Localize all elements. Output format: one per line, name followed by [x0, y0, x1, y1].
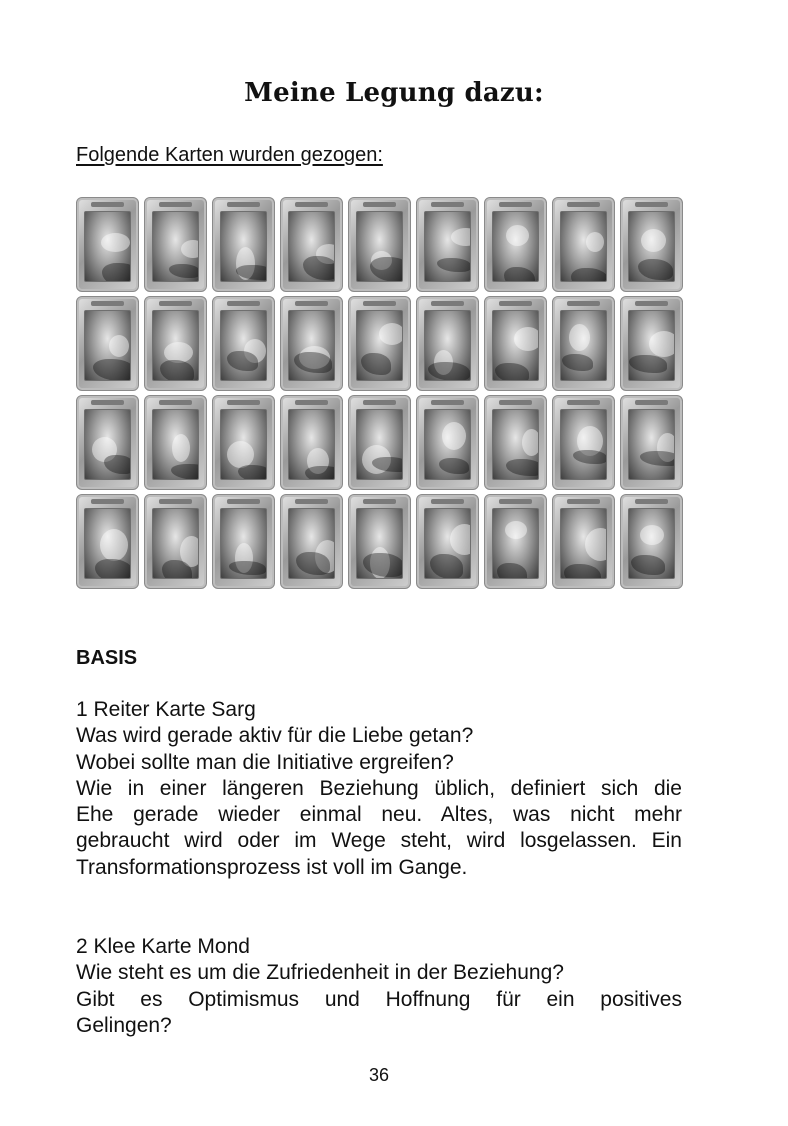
entry-1-line-2: Wobei sollte man die Initiative ergreifen? — [76, 750, 454, 774]
card-illustration — [424, 508, 471, 579]
card-image — [348, 197, 411, 292]
card-illustration — [220, 508, 267, 579]
entry-2 — [76, 934, 682, 1039]
entry-1-line-3: Wie in einer längeren Beziehung üblich, definiert sich die — [76, 776, 682, 800]
card-illustration — [220, 310, 267, 381]
card-title-strip — [567, 400, 600, 405]
page-title: Meine Legung dazu: — [244, 78, 544, 108]
card-image — [280, 494, 343, 589]
card-image — [212, 296, 275, 391]
card-image — [212, 197, 275, 292]
card-image — [144, 395, 207, 490]
card-image — [280, 197, 343, 292]
card-image — [620, 395, 683, 490]
card-title-strip — [91, 301, 124, 306]
card-title-strip — [91, 202, 124, 207]
card-illustration — [152, 508, 199, 579]
entry-1 — [76, 697, 682, 881]
entry-1-line-6: Transformationsprozess ist voll im Gange. — [76, 855, 468, 879]
card-illustration — [152, 310, 199, 381]
entry-1-line-5: gebraucht wird oder im Wege steht, wird losgelassen. Ein — [76, 829, 682, 853]
card-illustration — [84, 409, 131, 480]
card-illustration — [628, 409, 675, 480]
card-title-strip — [159, 301, 192, 306]
card-title-strip — [635, 202, 668, 207]
card-title-strip — [227, 499, 260, 504]
card-title-strip — [159, 202, 192, 207]
section-heading: BASIS — [76, 647, 138, 669]
card-illustration — [356, 310, 403, 381]
card-title-strip — [227, 202, 260, 207]
card-title-strip — [635, 400, 668, 405]
card-image — [416, 494, 479, 589]
card-illustration — [560, 409, 607, 480]
entry-1-heading: 1 Reiter Karte Sarg — [76, 698, 256, 721]
card-illustration — [84, 310, 131, 381]
card-grid — [76, 197, 686, 589]
entry-2-line-1: Wie steht es um die Zufriedenheit in der Beziehung? — [76, 961, 564, 985]
card-illustration — [220, 211, 267, 282]
card-image — [280, 395, 343, 490]
card-illustration — [560, 310, 607, 381]
card-title-strip — [227, 301, 260, 306]
card-image — [552, 197, 615, 292]
card-illustration — [560, 508, 607, 579]
card-image — [280, 296, 343, 391]
page-number: 36 — [368, 1065, 390, 1085]
entry-2-heading: 2 Klee Karte Mond — [76, 935, 250, 958]
card-title-strip — [295, 499, 328, 504]
card-image — [484, 197, 547, 292]
card-illustration — [84, 508, 131, 579]
card-image — [348, 296, 411, 391]
card-image — [76, 197, 139, 292]
card-image — [552, 395, 615, 490]
card-image — [620, 296, 683, 391]
cards-caption: Folgende Karten wurden gezogen: — [76, 144, 383, 166]
card-illustration — [628, 508, 675, 579]
card-title-strip — [363, 202, 396, 207]
card-title-strip — [159, 499, 192, 504]
card-illustration — [152, 211, 199, 282]
card-title-strip — [635, 499, 668, 504]
card-title-strip — [91, 400, 124, 405]
card-image — [620, 197, 683, 292]
card-illustration — [288, 310, 335, 381]
card-title-strip — [431, 301, 464, 306]
card-title-strip — [499, 400, 532, 405]
card-illustration — [492, 409, 539, 480]
card-title-strip — [363, 400, 396, 405]
card-illustration — [492, 211, 539, 282]
card-image — [348, 395, 411, 490]
card-image — [76, 494, 139, 589]
card-image — [212, 494, 275, 589]
card-title-strip — [499, 499, 532, 504]
card-title-strip — [431, 400, 464, 405]
card-title-strip — [567, 499, 600, 504]
card-illustration — [560, 211, 607, 282]
card-illustration — [492, 508, 539, 579]
card-image — [144, 494, 207, 589]
card-illustration — [356, 211, 403, 282]
card-image — [76, 296, 139, 391]
card-title-strip — [431, 499, 464, 504]
card-title-strip — [295, 301, 328, 306]
card-title-strip — [159, 400, 192, 405]
card-illustration — [288, 211, 335, 282]
card-illustration — [492, 310, 539, 381]
card-title-strip — [295, 202, 328, 207]
card-title-strip — [499, 301, 532, 306]
card-image — [416, 197, 479, 292]
card-image — [76, 395, 139, 490]
card-image — [552, 296, 615, 391]
card-illustration — [424, 211, 471, 282]
card-illustration — [628, 211, 675, 282]
card-illustration — [220, 409, 267, 480]
card-title-strip — [567, 202, 600, 207]
card-image — [144, 296, 207, 391]
card-illustration — [356, 409, 403, 480]
card-image — [484, 395, 547, 490]
card-image — [484, 296, 547, 391]
card-image — [484, 494, 547, 589]
card-image — [212, 395, 275, 490]
card-title-strip — [363, 301, 396, 306]
card-title-strip — [431, 202, 464, 207]
card-image — [620, 494, 683, 589]
card-illustration — [356, 508, 403, 579]
card-title-strip — [227, 400, 260, 405]
card-image — [552, 494, 615, 589]
card-image — [416, 296, 479, 391]
card-title-strip — [91, 499, 124, 504]
card-title-strip — [635, 301, 668, 306]
card-illustration — [288, 409, 335, 480]
card-illustration — [628, 310, 675, 381]
entry-1-line-1: Was wird gerade aktiv für die Liebe getan? — [76, 724, 474, 748]
card-illustration — [152, 409, 199, 480]
card-title-strip — [567, 301, 600, 306]
card-title-strip — [295, 400, 328, 405]
card-image — [144, 197, 207, 292]
card-image — [348, 494, 411, 589]
card-illustration — [424, 409, 471, 480]
card-illustration — [288, 508, 335, 579]
card-title-strip — [363, 499, 396, 504]
entry-2-line-3: Gelingen? — [76, 1013, 172, 1037]
entry-2-line-2: Gibt es Optimismus und Hoffnung für ein positives — [76, 987, 682, 1011]
card-title-strip — [499, 202, 532, 207]
card-illustration — [84, 211, 131, 282]
entry-1-line-4: Ehe gerade wieder einmal neu. Altes, was nicht mehr — [76, 803, 682, 827]
card-image — [416, 395, 479, 490]
card-illustration — [424, 310, 471, 381]
